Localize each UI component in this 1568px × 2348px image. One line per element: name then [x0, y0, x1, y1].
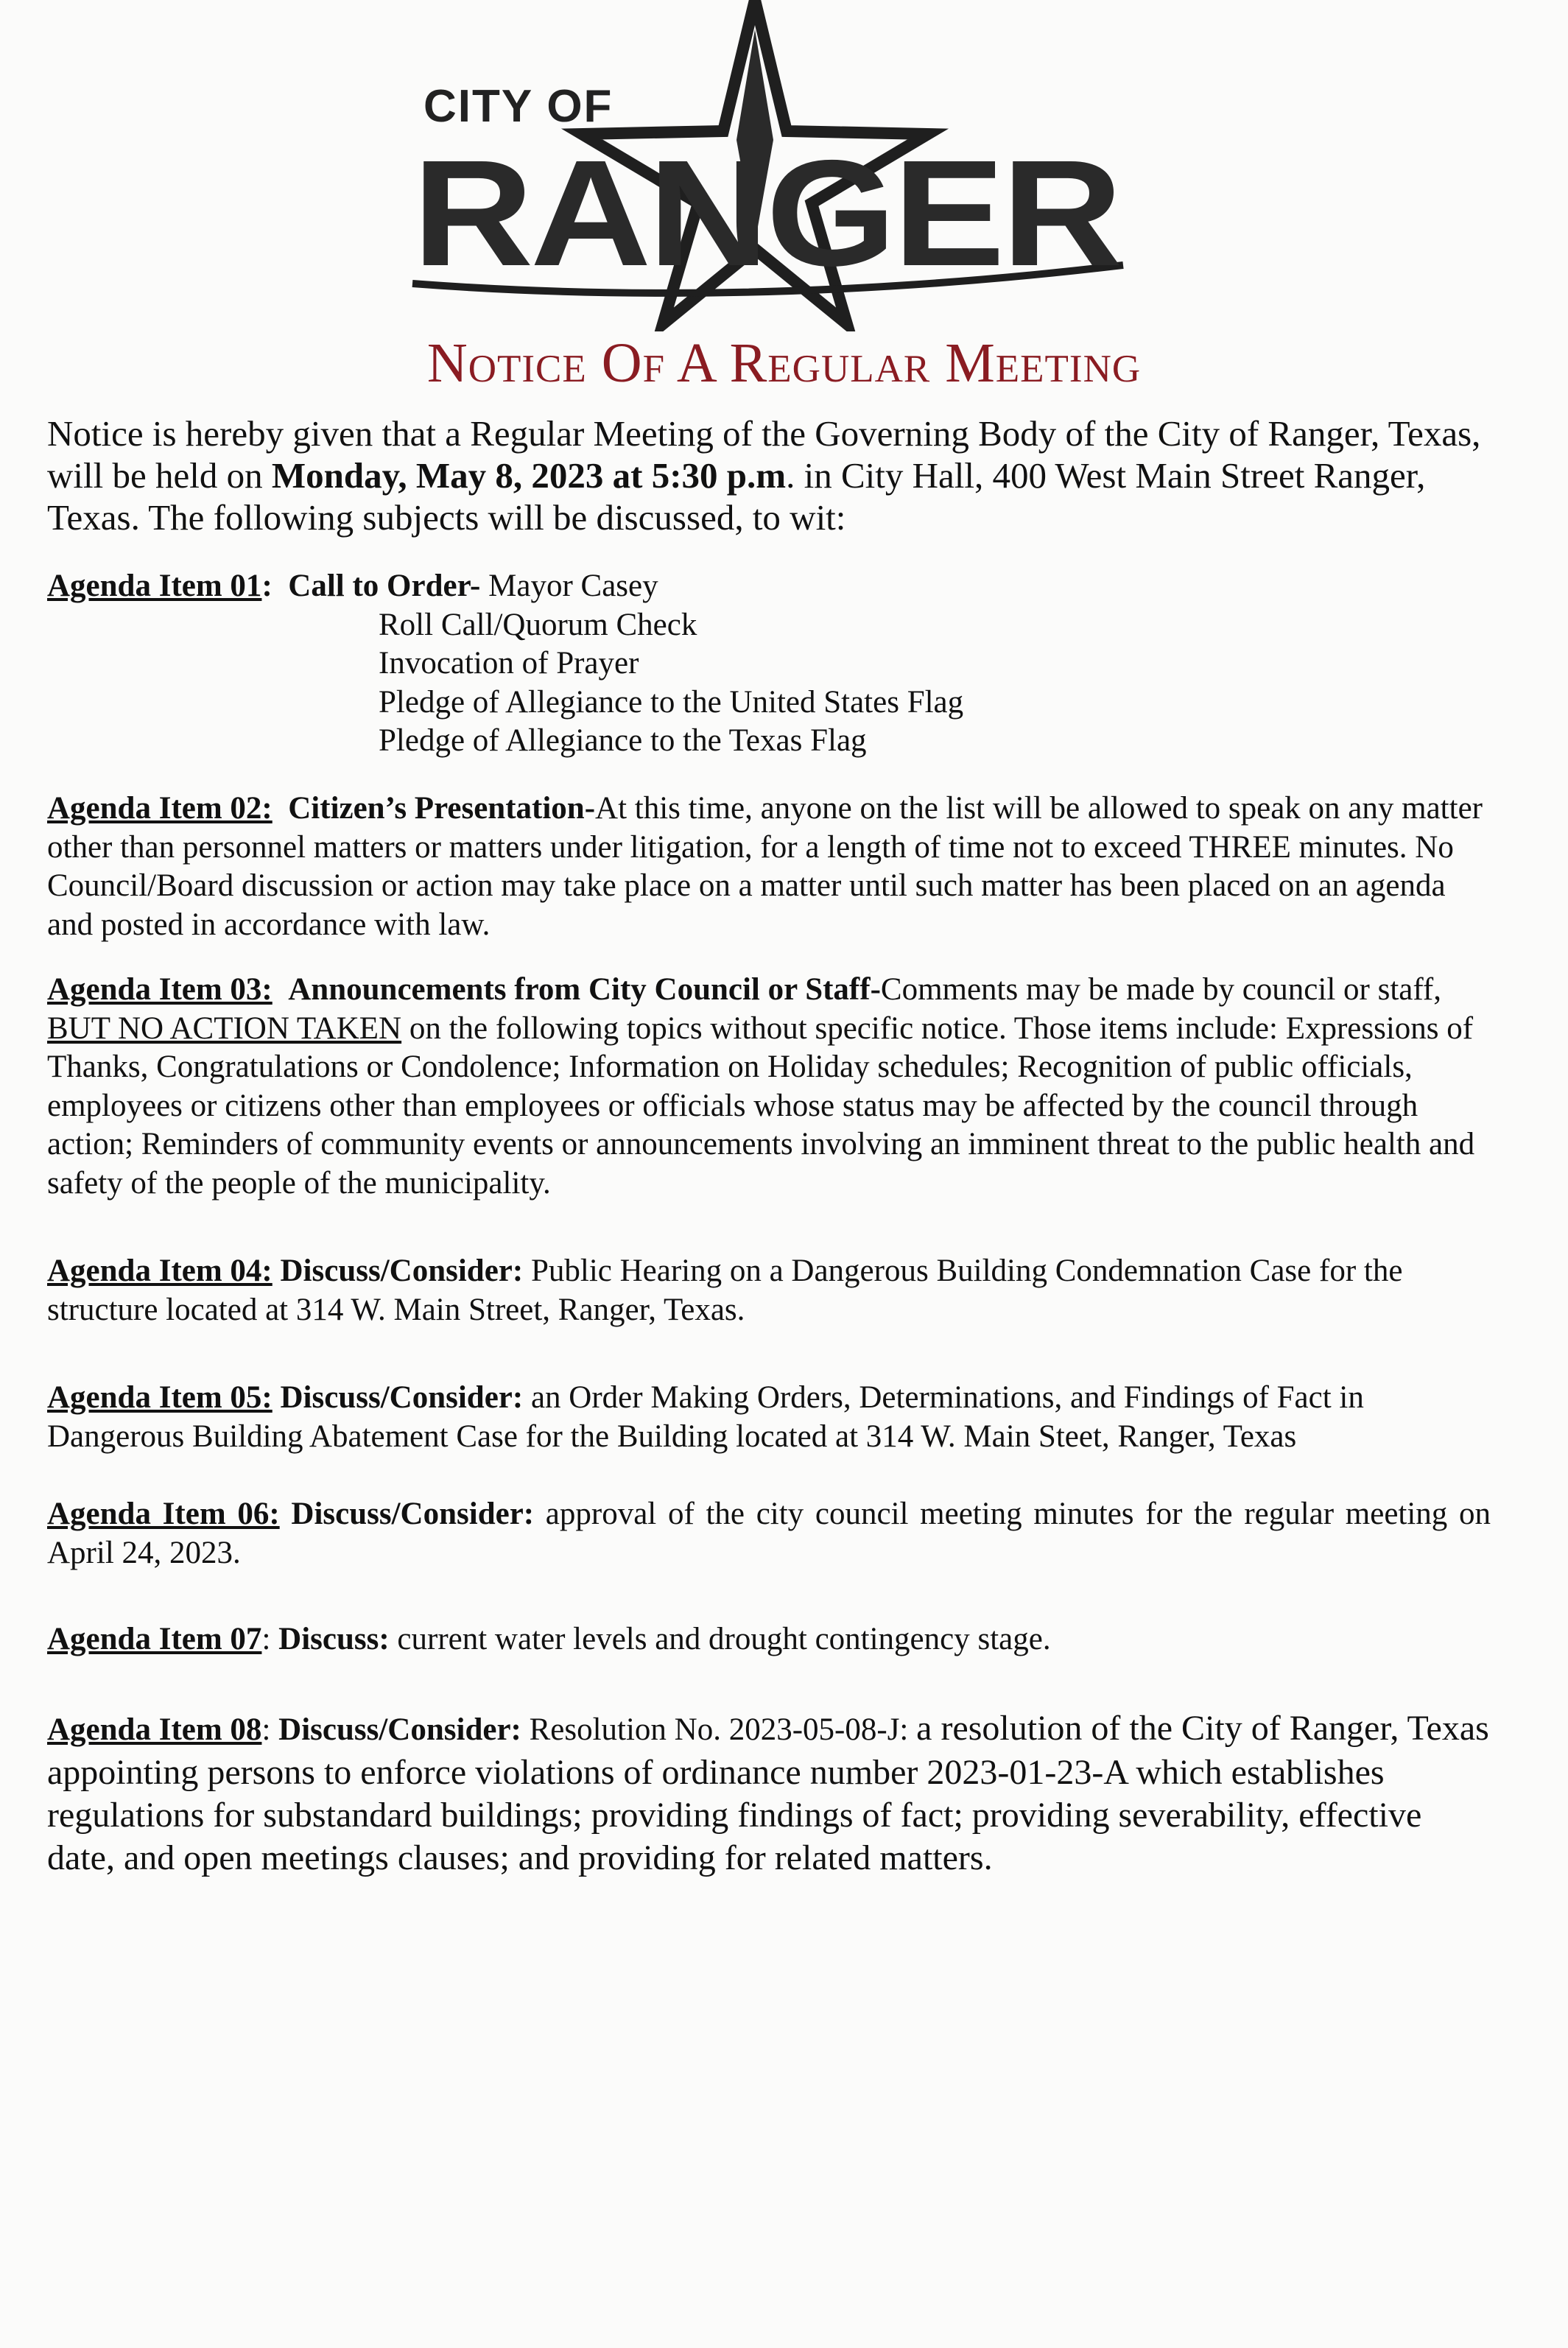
agenda-item-04: Agenda Item 04: Discuss/Consider: Public Hearing on a Dangerous Building Condemnation Case for the structure located at 314 W. Main Street, Ranger, Texas.	[47, 1254, 1403, 1327]
city-of-ranger-logo	[398, 0, 1134, 331]
item-label: Agenda Item 05:	[47, 1380, 273, 1415]
intro-paragraph: Notice is hereby given that a Regular Meeting of the Governing Body of the City of Ranger, Texas, will be held on Monday, May 8, 2023 at 5:30 p.m. in City Hall, 400 West Main Street Ranger, Texas. The following subjects will be discussed, to wit:	[47, 413, 1481, 538]
item-label: Agenda Item 04:	[47, 1254, 273, 1288]
sub-item: Roll Call/Quorum Check	[379, 607, 697, 642]
item-label: Agenda Item 08	[47, 1712, 262, 1747]
item-label: Agenda Item 02:	[47, 791, 273, 826]
sub-item: Invocation of Prayer	[379, 646, 639, 681]
agenda-item-06: Agenda Item 06: Discuss/Consider: approval of the city council meeting minutes for the regular meeting on April 24, 2023.	[47, 1497, 1491, 1570]
svg-text:RANGER: RANGER	[412, 129, 1119, 298]
item-label: Agenda Item 01	[47, 569, 262, 603]
notice-title: Notice Of A Regular Meeting	[426, 332, 1142, 394]
agenda-item-08: Agenda Item 08: Discuss/Consider: Resolution No. 2023-05-08-J: a resolution of the City of Ranger, Texas appointing persons to enforce violations of ordinance number 2023-01-23-A which establishes regulations for substandard buildings; providing findings of fact; providing severability, effective date, and open meetings clauses; and providing for related matters.	[47, 1709, 1489, 1877]
sub-item: Pledge of Allegiance to the Texas Flag	[379, 723, 867, 758]
svg-text:CITY OF: CITY OF	[423, 81, 614, 132]
agenda-item-01: Agenda Item 01: Call to Order- Mayor Casey Roll Call/Quorum Check Invocation of Prayer Pledge of Allegiance to the United States Flag Pledge of Allegiance to the Texas Flag	[47, 567, 1491, 761]
agenda-item-07: Agenda Item 07: Discuss: current water levels and drought contingency stage.	[47, 1622, 1051, 1656]
agenda-item-05: Agenda Item 05: Discuss/Consider: an Order Making Orders, Determinations, and Findings of Fact in Dangerous Building Abatement Case for the Building located at 314 W. Main Steet, Ranger, Texas	[47, 1380, 1364, 1454]
sub-item: Pledge of Allegiance to the United States Flag	[379, 684, 964, 720]
item-label: Agenda Item 06:	[47, 1497, 280, 1531]
agenda-item-02: Agenda Item 02: Citizen’s Presentation-At this time, anyone on the list will be allowed to speak on any matter other than personnel matters or matters under litigation, for a length of time not to exceed THREE minutes. No Council/Board discussion or action may take place on a matter until such matter has been placed on an agenda and posted in accordance with law.	[47, 791, 1483, 942]
item-label: Agenda Item 07	[47, 1622, 262, 1656]
agenda-item-03: Agenda Item 03: Announcements from City Council or Staff-Comments may be made by council or staff, BUT NO ACTION TAKEN on the following topics without specific notice. Those items include: Expressions of Thanks, Congratulations or Condolence; Information on Holiday schedules; Recognition of public officials, employees or citizens other than employees or officials whose status may be affected by the council through action; Reminders of community events or announcements involving an imminent threat to the public health and safety of the people of the municipality.	[47, 972, 1475, 1201]
item-label: Agenda Item 03:	[47, 972, 273, 1007]
